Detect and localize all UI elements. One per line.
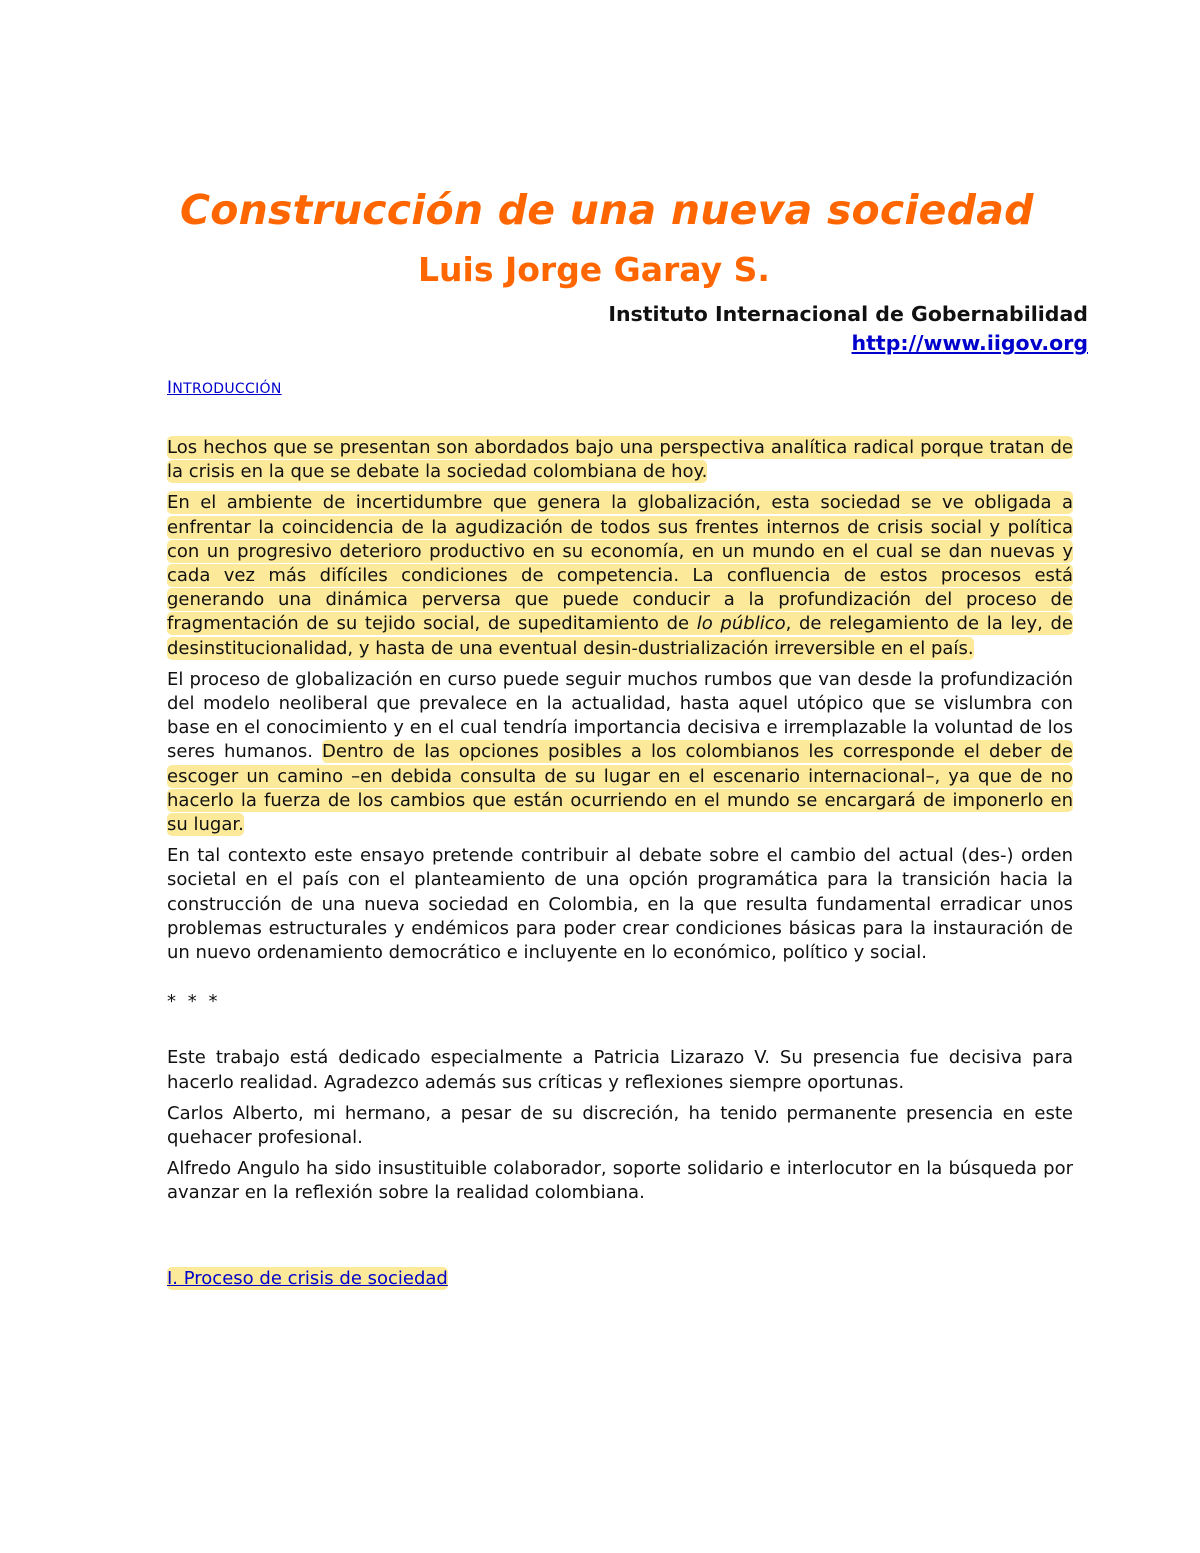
chapter-1-link[interactable]: I. Proceso de crisis de sociedad [167, 1267, 448, 1289]
spacer [167, 1231, 1073, 1249]
document-title: Construcción de una nueva sociedad [180, 186, 1034, 234]
chapter-1-link-paragraph [167, 1267, 1073, 1291]
document-author: Luis Jorge Garay S. [418, 250, 770, 289]
dedication-2: Carlos Alberto, mi hermano, a pesar de su discreción, ha tenido permanente presencia en este quehacer profesional. [167, 1102, 1073, 1149]
introduction-link-initial: I [167, 378, 173, 398]
paragraph-4: En tal contexto este ensayo pretende contribuir al debate sobre el cambio del actual (des-) orden societal en el país con el planteamiento de una opción programática para la transición hacia la construcción de una nueva sociedad en Colombia, en la que resulta fundamental erradicar unos problemas estructurales y endémicos para poder crear condiciones básicas para la instauración de un nuevo ordenamiento democrático e incluyente en lo económico, político y social. [167, 845, 1073, 964]
spacer [167, 1249, 1073, 1267]
highlighted-text: Los hechos que se presentan son abordados bajo una perspectiva analítica radical porque tratan de la crisis en la que se debate la sociedad colombiana de hoy. [167, 437, 1073, 483]
section-separator: * * * [167, 991, 221, 1013]
paragraph-2 [167, 491, 1073, 660]
paragraph-3 [167, 668, 1073, 837]
dedication-1: Este trabajo está dedicado especialmente a Patricia Lizarazo V. Su presencia fue decisiva para hacerlo realidad. Agradezco además sus críticas y reflexiones siempre oportunas. [167, 1047, 1073, 1093]
paragraph-2-text-a: En el ambiente de incertidumbre que genera la globalización, esta sociedad se ve obligada a enfrentar la coincidencia de la agudización de todos sus frentes internos de crisis social y política con un progresivo deterioro productivo en su economía, en un mundo en el cual se dan nuevas y cada vez más difíciles condiciones de competencia. La confluencia de estos procesos está generando una dinámica perversa que puede conducir a la profundización del proceso de fragmentación de su tejido social, de supeditamiento de [167, 492, 1073, 635]
spacer [167, 1213, 1073, 1231]
introduction-link[interactable] [167, 378, 282, 398]
introduction-link-rest: NTRODUCCIÓN [172, 381, 282, 397]
paragraph-1 [167, 436, 1073, 484]
highlighted-text: Dentro de las opciones posibles a los colombianos les corresponde el deber de escoger un camino –en debida consulta de su lugar en el escenario internacional–, ya que de no hacerlo la fuerza de los cambios que están ocurriendo en el mundo se encargará de imponerlo en su lugar. [167, 741, 1073, 836]
document-body [167, 436, 1073, 1298]
dedication-3: Alfredo Angulo ha sido insustituible colaborador, soporte solidario e interlocutor en la búsqueda por avanzar en la reflexión sobre la realidad colombiana. [167, 1158, 1073, 1204]
institute-name: Instituto Internacional de Gobernabilidad [608, 302, 1088, 326]
highlighted-text [167, 491, 1073, 659]
institute-url-link[interactable]: http://www.iigov.org [851, 331, 1088, 355]
emphasis-lo-publico: lo público [696, 613, 786, 635]
paragraph-2-text-b: , de relegamiento de la ley, de desinstitucionalidad, y hasta de una eventual desin-dustrialización irreversible en el país. [167, 613, 1074, 659]
paragraph-3-text-a: El proceso de globalización en curso puede seguir muchos rumbos que van desde la profundización del modelo neoliberal que prevalece en la actualidad, hasta aquel utópico que se vislumbra con base en el conocimiento y en el cual tendría importancia decisiva e irremplazable la voluntad de los seres humanos. [167, 668, 1073, 763]
